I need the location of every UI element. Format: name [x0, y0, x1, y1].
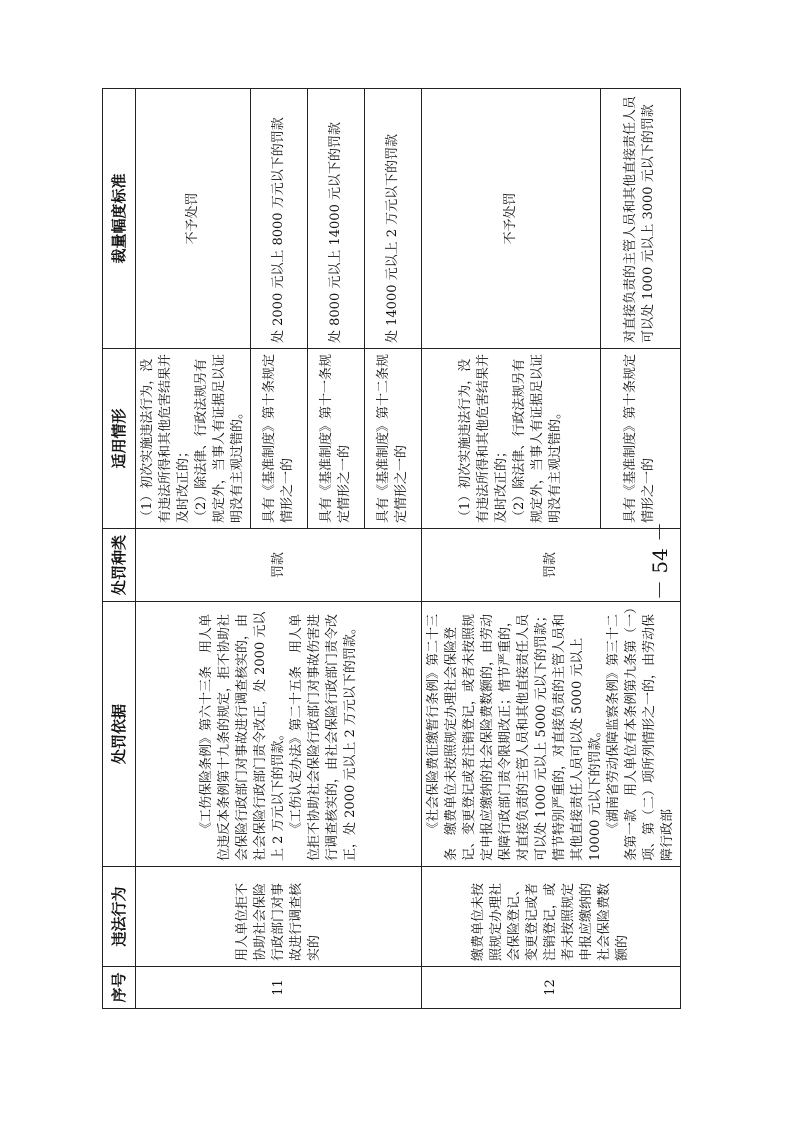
basis-paragraph: 《社会保险费征缴暂行条例》第二十三条 缴费单位未按照规定办理社会保险登记、变更登记或者注销登记，或者未按照规定申报应缴纳的社会保险费数额的，由劳动保障行政部门责令限期改正；情节严重的，对直接负责的主管人员和其他直接责任人员可以处 1000 元以上 5000 元以下的罚款；情节特别严重的，对直接负责的主管人员和其他直接责任人员可以处 5000 元以上 10000 元以下的罚款。 [426, 609, 603, 861]
penalty-type-cell: 罚款 [422, 529, 681, 602]
basis-cell [136, 602, 422, 867]
standard-cell: 处 8000 元以上 14000 元以下的罚款 [308, 89, 365, 349]
situation-cell: 具有《基准制度》第十二条规定情形之一的 [365, 349, 422, 529]
violation-cell: 缴费单位未按照规定办理社会保险登记、变更登记或者注销登记，或者未按照规定申报应缴纳的社会保险费数额的 [422, 867, 681, 967]
header-violation: 违法行为 [103, 867, 136, 967]
header-standard: 裁量幅度标准 [103, 89, 136, 349]
standard-cell: 对直接负责的主管人员和其他直接责任人员可以处 1000 元以上 3000 元以下的罚款 [600, 89, 680, 349]
basis-paragraph: 《湖南省劳动保障监察条例》第三十二条第一款 用人单位有本条例第九条第（一）项、第（二）项所列情形之一的，由劳动保障行政部 [606, 607, 675, 861]
table-row [422, 89, 601, 1009]
penalty-standards-table [102, 88, 681, 1009]
standard-cell: 处 14000 元以上 2 万元以下的罚款 [365, 89, 422, 349]
situation-cell: 具有《基准制度》第十一条规定情形之一的 [308, 349, 365, 529]
violation-cell: 用人单位拒不协助社会保险行政部门对事故进行调查核实的 [136, 867, 422, 967]
header-penalty-type: 处罚种类 [103, 529, 136, 602]
page-number: － 54 － [648, 521, 672, 600]
penalty-type-cell: 罚款 [136, 529, 422, 602]
standard-cell: 不予处罚 [422, 89, 601, 349]
situation-cell: （1）初次实施违法行为，没有违法所得和其他危害结果并及时改正的； （2）除法律、行政法规另有规定外，当事人有证据足以证明没有主观过错的。 [136, 349, 251, 529]
header-situation: 适用情形 [103, 349, 136, 529]
situation-cell: （1）初次实施违法行为，没有违法所得和其他危害结果并及时改正的； （2）除法律、行政法规另有规定外，当事人有证据足以证明没有主观过错的。 [422, 349, 601, 529]
situation-cell: 具有《基准制度》第十条规定情形之一的 [600, 349, 680, 529]
header-basis: 处罚依据 [103, 602, 136, 867]
rotated-table-container [102, 89, 675, 1009]
basis-paragraph: 《工伤认定办法》第二十五条 用人单位拒不协助社会保险行政部门对事故伤害进行调查核实的，由社会保险行政部门责令改正，处 2000 元以上 2 万元以下的罚款。 [288, 613, 358, 861]
basis-paragraph: 《工伤保险条例》第六十三条 用人单位违反本条例第十九条的规定，拒不协助社会保险行政部门对事故进行调查核实的，由社会保险行政部门责令改正，处 2000 元以上 2 万元以下的罚款。 [198, 611, 286, 861]
header-no: 序号 [103, 967, 136, 1009]
table-row [136, 89, 251, 1009]
situation-cell: 具有《基准制度》第十条规定情形之一的 [251, 349, 308, 529]
row-number: 11 [136, 967, 422, 1009]
standard-cell: 处 2000 元以上 8000 万元以下的罚款 [251, 89, 308, 349]
table-header-row [103, 89, 136, 1009]
basis-cell [422, 602, 681, 867]
standard-cell: 不予处罚 [136, 89, 251, 349]
row-number: 12 [422, 967, 681, 1009]
